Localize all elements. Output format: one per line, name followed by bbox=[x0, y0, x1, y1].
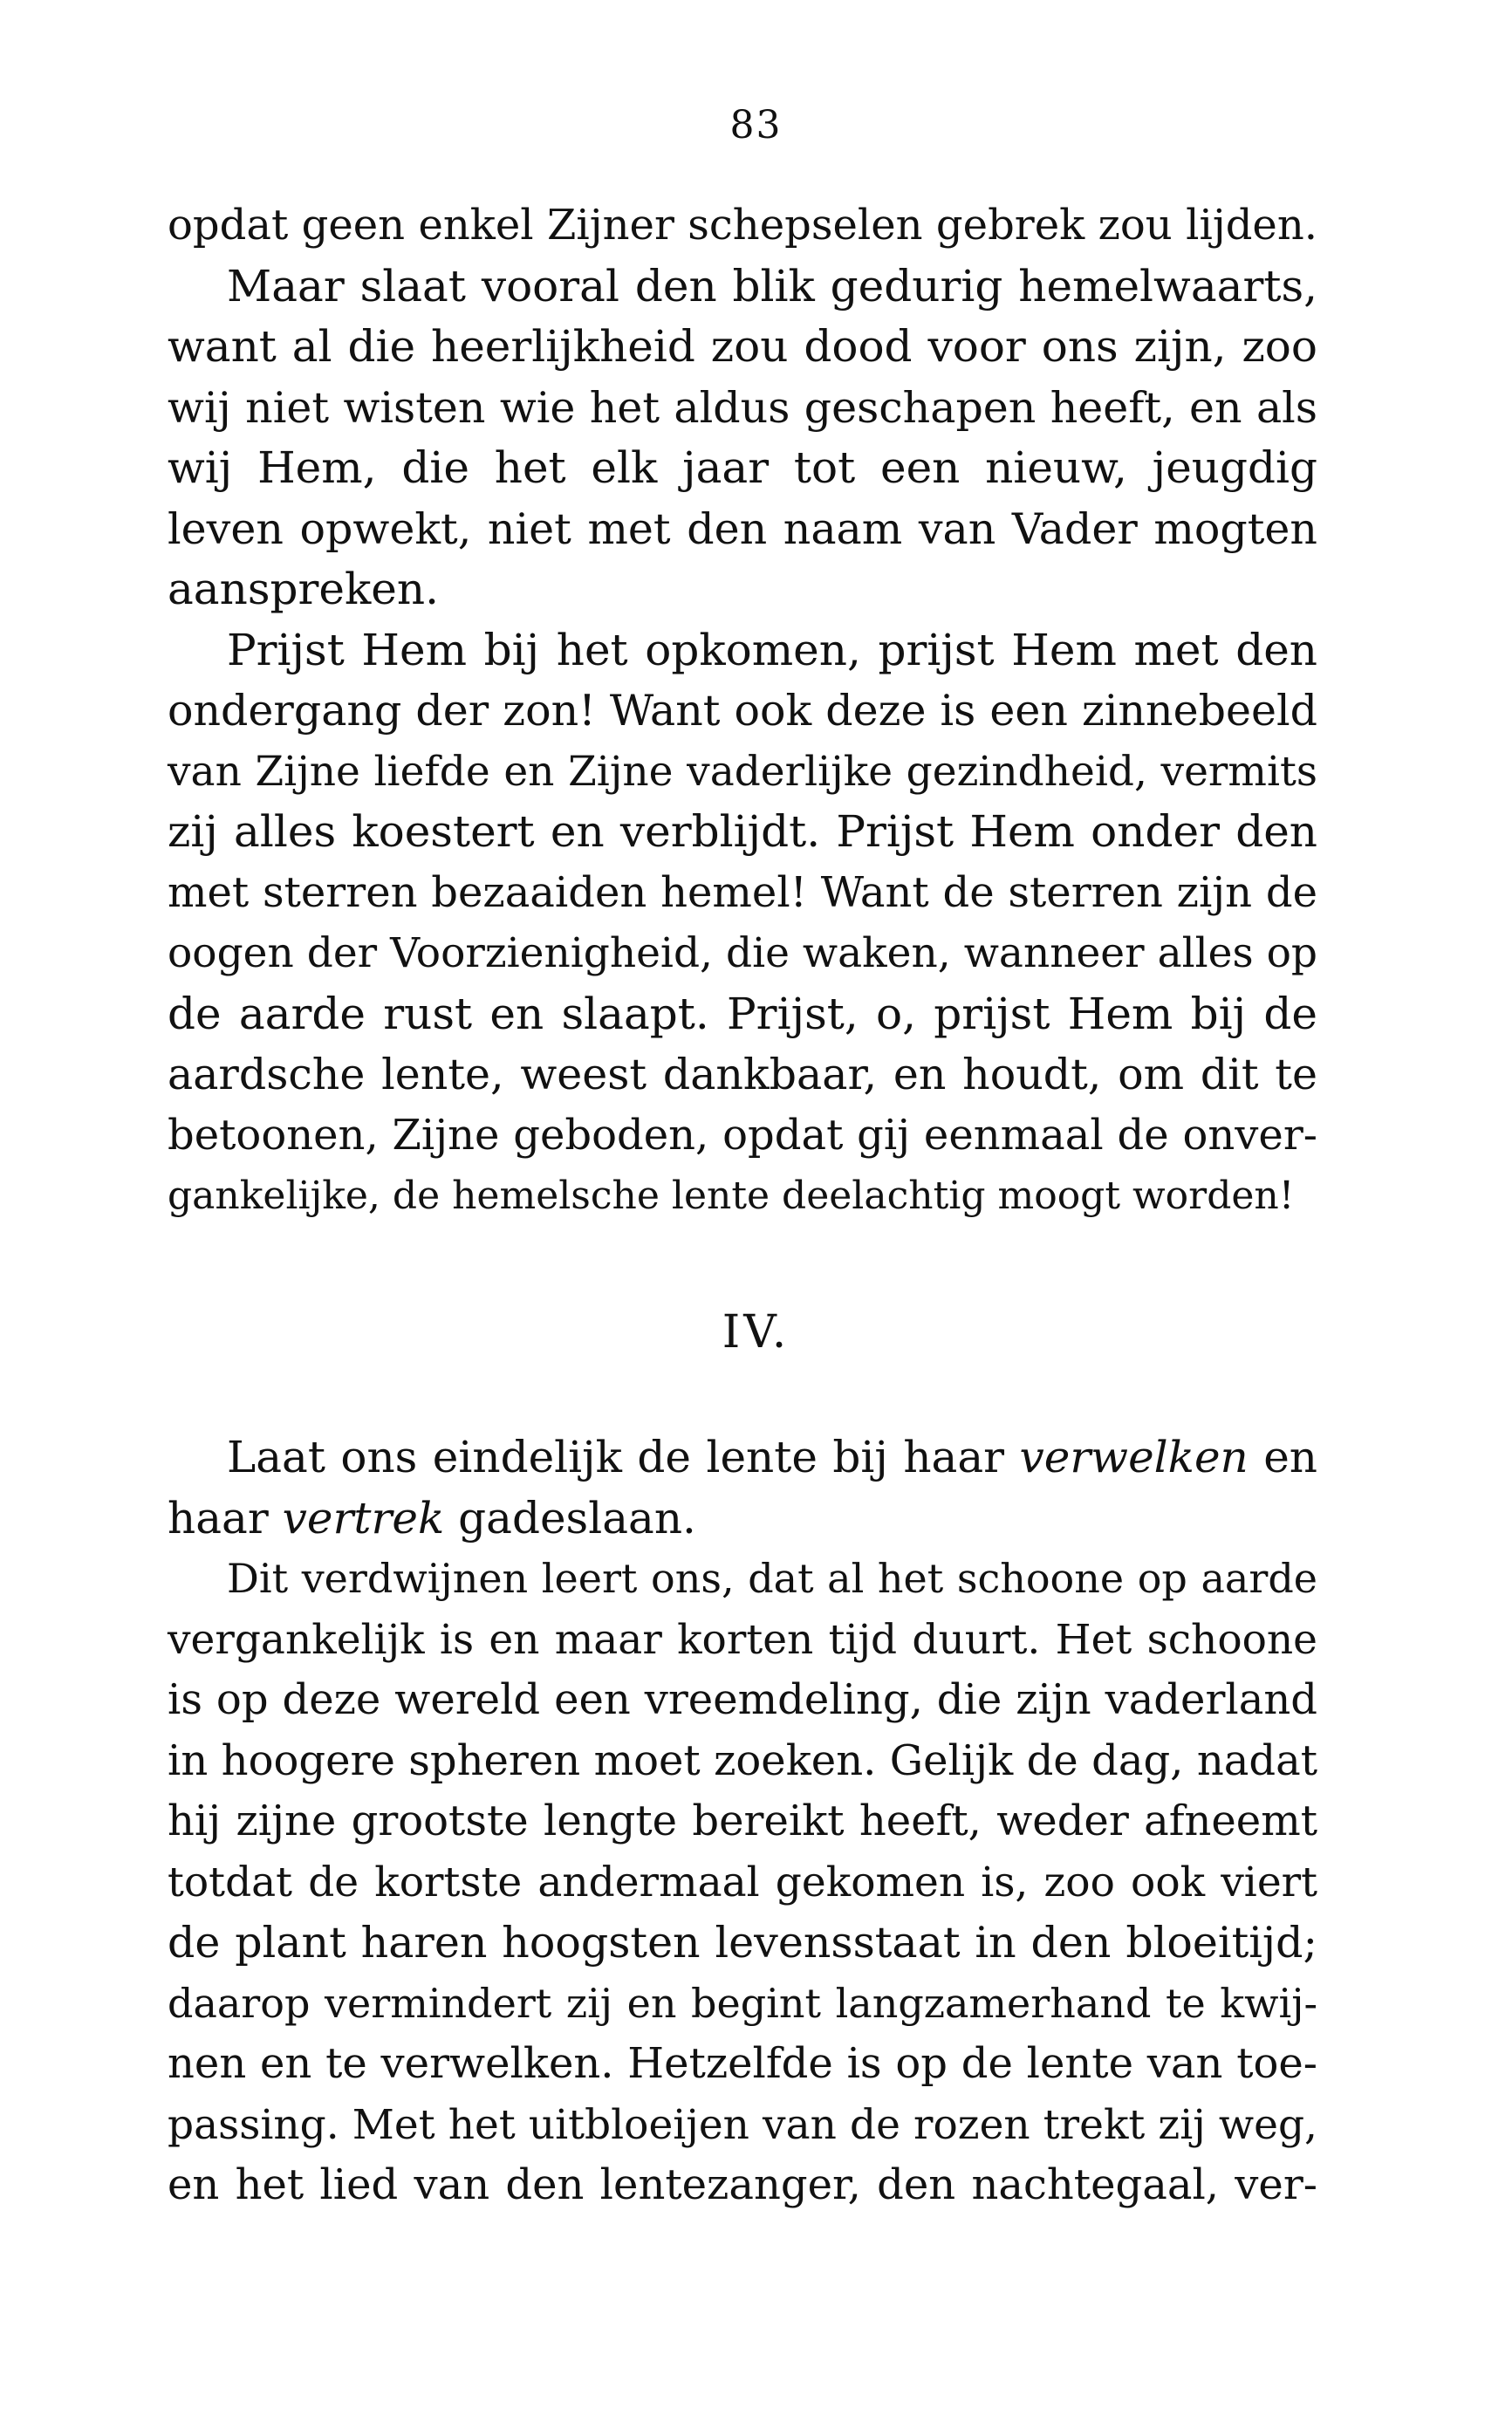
text-line bbox=[168, 1489, 1317, 1550]
text-line: vergankelijk is en maar korten tijd duurt. Het schoone bbox=[168, 1615, 1317, 1664]
text-line: want al die heerlijkheid zou dood voor ons zijn, zoo bbox=[168, 321, 1317, 372]
text-line: betoonen, Zijne geboden, opdat gij eenmaal de onver- bbox=[168, 1110, 1317, 1160]
italic-word: verwelken bbox=[1019, 1432, 1249, 1482]
page-number: 83 bbox=[729, 103, 783, 147]
text-run: haar bbox=[168, 1492, 283, 1543]
text-line: totdat de kortste andermaal gekomen is, zoo ook viert bbox=[168, 1858, 1317, 1906]
text-line: aardsche lente, weest dankbaar, en houdt, om dit te bbox=[168, 1050, 1317, 1099]
text-line: nen en te verwelken. Hetzelfde is op de lente van toe- bbox=[168, 2039, 1317, 2088]
text-line: de aarde rust en slaapt. Prijst, o, prijst Hem bij de bbox=[168, 988, 1317, 1039]
text-line bbox=[168, 1427, 1317, 1489]
text-line: Maar slaat vooral den blik gedurig hemelwaarts, bbox=[227, 260, 1317, 311]
text-line: gankelijke, de hemelsche lente deelachtig moogt worden! bbox=[168, 1174, 1295, 1218]
italic-word: vertrek bbox=[282, 1492, 445, 1543]
text-line: Dit verdwijnen leert ons, dat al het schoone op aarde bbox=[227, 1555, 1317, 1602]
text-line: Prijst Hem bij het opkomen, prijst Hem met den bbox=[227, 624, 1317, 675]
text-line: de plant haren hoogsten levensstaat in den bloeitijd; bbox=[168, 1918, 1317, 1968]
text-line: met sterren bezaaiden hemel! Want de sterren zijn de bbox=[168, 867, 1317, 917]
section-1-text bbox=[168, 195, 1317, 1227]
text-run: en bbox=[1248, 1432, 1317, 1482]
text-line: daarop vermindert zij en begint langzamerhand te kwij- bbox=[168, 1979, 1317, 2027]
text-line: oogen der Voorzienigheid, die waken, wanneer alles op bbox=[168, 929, 1317, 977]
section-heading: IV. bbox=[722, 1306, 790, 1359]
text-line: en het lied van den lentezanger, den nachtegaal, ver- bbox=[168, 2160, 1317, 2209]
text-line: opdat geen enkel Zijner schepselen gebrek zou lijden. bbox=[168, 201, 1317, 250]
text-line: aanspreken. bbox=[168, 564, 439, 614]
text-line: in hoogere spheren moet zoeken. Gelijk de dag, nadat bbox=[168, 1735, 1317, 1785]
text-line: leven opwekt, niet met den naam van Vader mogten bbox=[168, 503, 1317, 554]
text-line: zij alles koestert en verblijdt. Prijst Hem onder den bbox=[168, 806, 1317, 857]
text-line: ondergang der zon! Want ook deze is een zinnebeeld bbox=[168, 686, 1317, 736]
text-run: gadeslaan. bbox=[444, 1492, 696, 1543]
text-line: hij zijne grootste lengte bereikt heeft, weder afneemt bbox=[168, 1797, 1317, 1845]
text-line: is op deze wereld een vreemdeling, die zijn vaderland bbox=[168, 1675, 1317, 1724]
section-2-text bbox=[168, 1427, 1317, 2216]
text-line: wij Hem, die het elk jaar tot een nieuw, jeugdig bbox=[168, 442, 1317, 493]
text-line: wij niet wisten wie het aldus geschapen heeft, en als bbox=[168, 382, 1317, 433]
text-run: Laat ons eindelijk de lente bij haar bbox=[227, 1432, 1020, 1482]
text-line: passing. Met het uitbloeijen van de rozen trekt zij weg, bbox=[168, 2100, 1317, 2149]
text-line: van Zijne liefde en Zijne vaderlijke gezindheid, vermits bbox=[168, 747, 1317, 796]
